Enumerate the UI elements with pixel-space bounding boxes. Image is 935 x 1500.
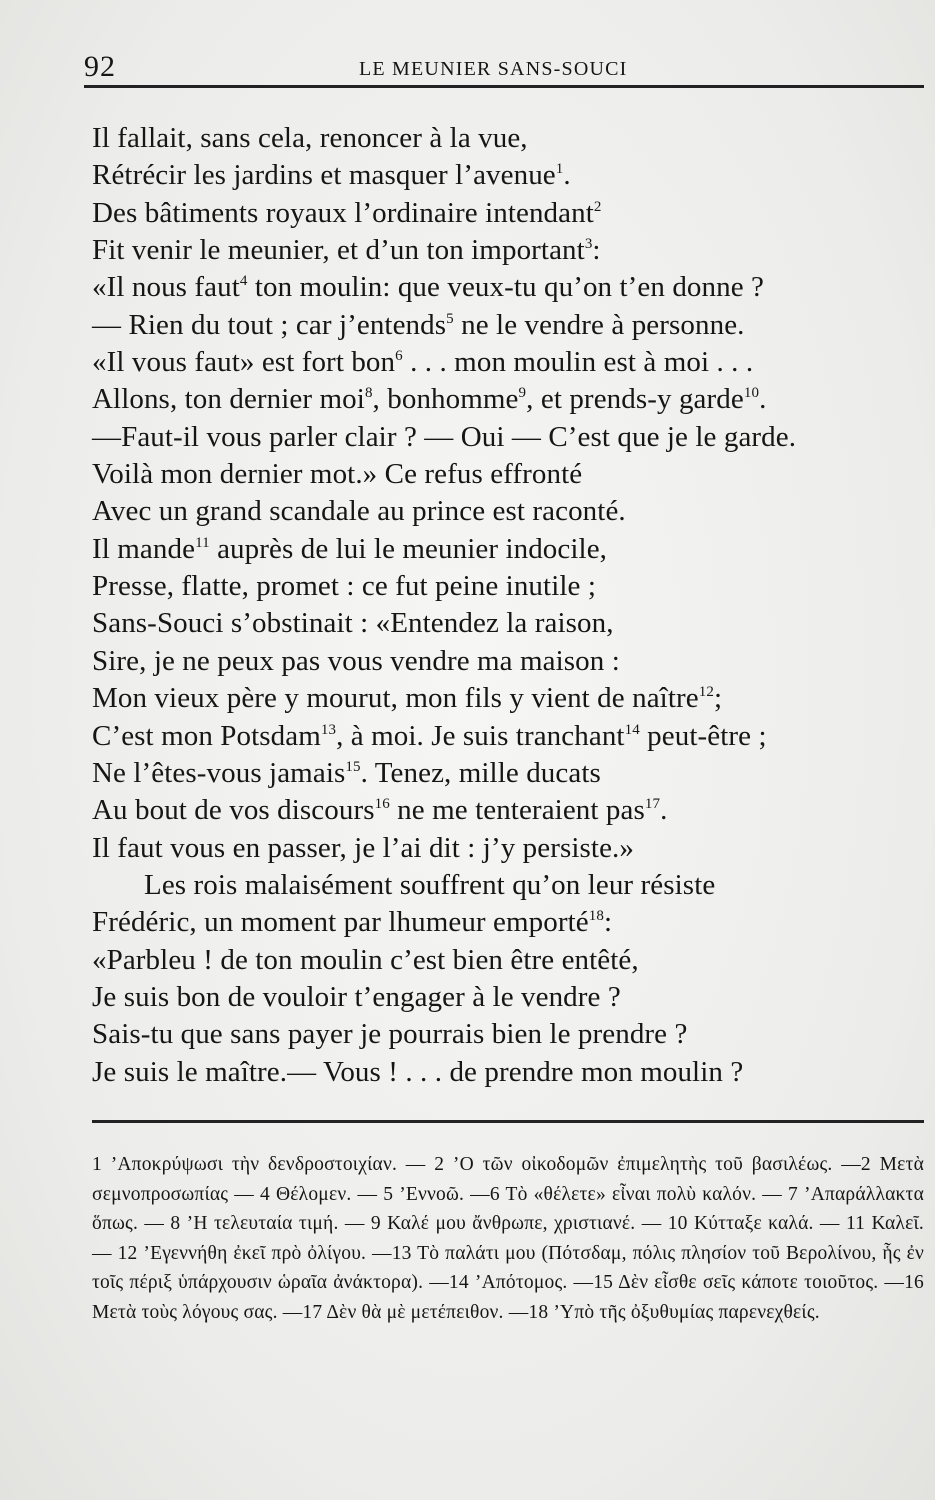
footnote-marker: 6: [395, 348, 403, 365]
footnote-marker: 10: [743, 385, 760, 402]
poem-text: — Rien du tout ; car j’entends: [92, 308, 447, 341]
poem-text: Avec un grand scandale au prince est raconté.: [92, 495, 626, 528]
poem-line: [92, 419, 922, 456]
poem-text: Au bout de vos discours: [92, 794, 375, 827]
poem-line: [92, 232, 922, 269]
poem-text: Allons, ton dernier moi: [92, 383, 365, 416]
footnote-rule: [92, 1120, 924, 1123]
footnote-marker: 14: [624, 721, 640, 738]
poem-line: [92, 381, 922, 418]
poem-line: [92, 792, 922, 829]
poem-text: —Faut-il vous parler clair ? — Oui — C’est que je le garde.: [92, 420, 797, 453]
poem-line: [92, 979, 922, 1016]
poem-text: Presse, flatte, promet : ce fut peine inutile ;: [92, 570, 596, 603]
poem-line: [92, 1016, 922, 1053]
poem-text: ton moulin: que veux-tu qu’on t’en donne ?: [247, 271, 765, 304]
footnotes: 1 ’Αποκρύψωσι τὴν δενδροστοιχίαν. — 2 ’Ο τῶν οἰκοδομῶν ἐπιμελητὴς τοῦ βασιλέως. —2 Μετὰ σεμνοπροσωπίας — 4 Θέλομεν. — 5 ’Εννοῶ. —6 Τὸ «θέλετε» εἶναι πολὺ καλόν. — 7 ’Απαράλλακτα ὅπως. — 8 ’Η τελευταία τιμή. — 9 Καλέ μου ἄνθρωπε, χριστιανέ. — 10 Κύτταξε καλά. — 11 Καλεῖ. — 12 ’Εγεννήθη ἐκεῖ πρὸ ὀλίγου. —13 Τὸ παλάτι μου (Πότσδαμ, πόλις πλησίον τοῦ Βερολίνου, ἧς ἐν τοῖς πέριξ ὑπάρχουσιν ὡραῖα ἀνάκτορα). —14 ’Απότομος. —15 Δὲν εἶσθε σεῖς κάποτε τοιοῦτος. —16 Μετὰ τοὺς λόγους σας. —17 Δὲν θὰ μὲ μετέπειθον. —18 ’Υπὸ τῆς ὀξυθυμίας παρενεχθείς.: [92, 1154, 924, 1323]
poem-line: [92, 1054, 922, 1091]
poem-line: [92, 269, 922, 306]
footnote-marker: 5: [446, 310, 454, 327]
poem-line: [92, 531, 922, 568]
poem-text: Sais-tu que sans payer je pourrais bien le prendre ?: [92, 1018, 688, 1051]
poem-text: ne me tenteraient pas: [389, 794, 645, 827]
poem-text: Il mande: [92, 532, 196, 565]
poem-line: [92, 904, 922, 941]
footnote-marker: 9: [518, 385, 527, 402]
poem-text: Sans-Souci s’obstinait : «Entendez la raison,: [92, 607, 614, 640]
footnote-marker: 8: [364, 385, 373, 402]
poem-text: Ne l’êtes-vous jamais: [92, 756, 346, 789]
poem-line: [92, 643, 922, 680]
poem-text: Frédéric, un moment par lhumeur emporté: [92, 906, 589, 939]
poem-text: C’est mon Potsdam: [92, 719, 321, 752]
poem-text: peut-être ;: [639, 719, 767, 752]
poem-text: Rétrécir les jardins et masquer l’avenue: [92, 159, 556, 192]
poem-line: [92, 456, 922, 493]
poem-text: Voilà mon dernier mot.» Ce refus effronté: [92, 458, 583, 491]
poem-body: [92, 120, 922, 1091]
poem-text: ;: [713, 682, 723, 715]
poem-text: «Il vous faut» est fort bon: [92, 346, 396, 379]
poem-text: . Tenez, mille ducats: [360, 756, 601, 789]
poem-line: [92, 568, 922, 605]
poem-text: . . . mon moulin est à moi . . .: [402, 346, 754, 379]
footnote-marker: 1: [555, 161, 564, 178]
poem-text: Des bâtiments royaux l’ordinaire intendant: [92, 196, 594, 229]
poem-text: .: [563, 159, 571, 192]
footnote-marker: 4: [239, 273, 248, 290]
poem-text: Je suis le maître.— Vous ! . . . de prendre mon moulin ?: [92, 1055, 744, 1088]
poem-text: «Parbleu ! de ton moulin c’est bien être entêté,: [92, 943, 639, 976]
poem-line: [92, 830, 922, 867]
poem-line: [92, 605, 922, 642]
poem-line: [92, 718, 922, 755]
poem-text: Sire, je ne peux pas vous vendre ma maison :: [92, 644, 620, 677]
poem-line: [92, 493, 922, 530]
poem-line: [92, 157, 922, 194]
poem-text: , bonhomme: [372, 383, 519, 416]
footnote-marker: 16: [374, 796, 390, 813]
poem-text: , à moi. Je suis tranchant: [336, 719, 625, 752]
poem-text: .: [759, 383, 767, 416]
footnote-marker: 2: [593, 198, 602, 215]
poem-text: Mon vieux père y mourut, mon fils y vient de naître: [92, 682, 699, 715]
poem-line: [92, 680, 922, 717]
header-rule: [84, 85, 924, 88]
page-number: 92: [84, 50, 116, 83]
poem-text: auprès de lui le meunier indocile,: [209, 532, 608, 565]
footnote-marker: 18: [588, 908, 604, 925]
footnote-marker: 12: [698, 684, 714, 701]
poem-line: [92, 344, 922, 381]
poem-line: [92, 195, 922, 232]
footnote-marker: 15: [345, 758, 361, 775]
poem-text: Je suis bon de vouloir t’engager à le vendre ?: [92, 980, 621, 1013]
poem-text: Les rois malaisément souffrent qu’on leur résiste: [144, 868, 716, 901]
poem-line: [92, 307, 922, 344]
footnote-marker: 11: [195, 534, 210, 551]
poem-line: [92, 755, 922, 792]
poem-line: [92, 942, 922, 979]
poem-text: :: [603, 906, 613, 939]
poem-text: , et prends-y garde: [526, 383, 744, 416]
poem-text: Il faut vous en passer, je l’ai dit : j’y persiste.»: [92, 831, 635, 864]
poem-text: Fit venir le meunier, et d’un ton important: [92, 234, 585, 267]
poem-text: :: [592, 234, 601, 267]
poem-line: [92, 120, 922, 157]
footnote-marker: 17: [644, 796, 661, 813]
poem-text: «Il nous faut: [92, 271, 240, 304]
poem-text: .: [660, 794, 668, 827]
running-header: [84, 50, 924, 90]
poem-text: ne le vendre à personne.: [453, 308, 745, 341]
poem-text: Il fallait, sans cela, renoncer à la vue,: [92, 122, 528, 154]
footnote-marker: 13: [320, 721, 337, 738]
footnote-marker: 3: [584, 236, 593, 253]
poem-line: [92, 867, 922, 904]
running-title: LE MEUNIER SANS-SOUCI: [359, 58, 628, 80]
